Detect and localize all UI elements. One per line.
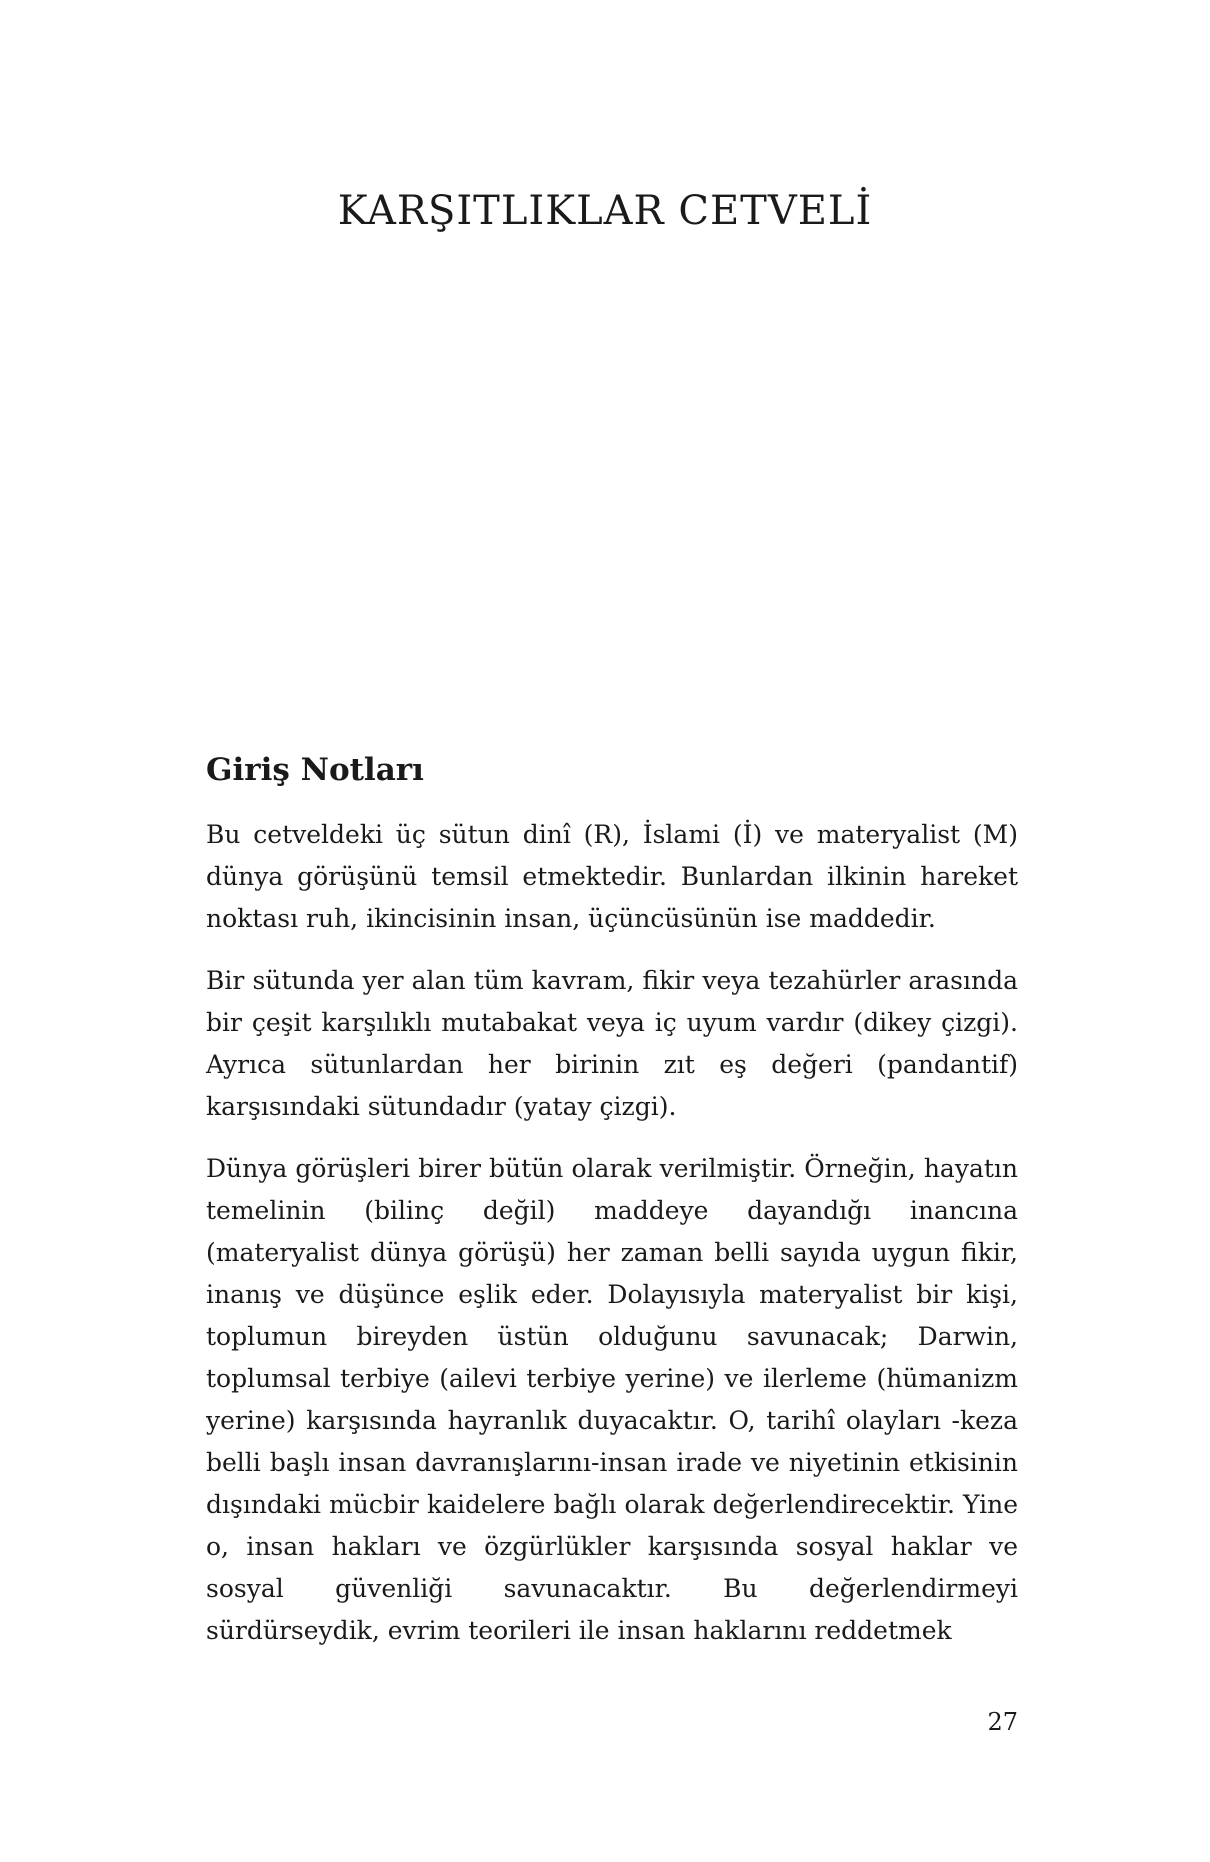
body-paragraph: Bu cetveldeki üç sütun dinî (R), İslami (İ) ve materyalist (M) dünya görüşünü temsil etmektedir. Bunlardan ilkinin hareket noktası ruh, ikincisinin insan, üçüncüsünün ise maddedir. [206,820,1018,933]
page-body [206,748,1018,1672]
body-paragraph: Dünya görüşleri birer bütün olarak verilmiştir. Örneğin, hayatın temelinin (bilinç değil) maddeye dayandığı inancına (materyalist dünya görüşü) her zaman belli sayıda uygun fikir, inanış ve düşünce eşlik eder. Dolayısıyla materyalist bir kişi, toplumun bireyden üstün olduğunu savunacak; Darwin, toplumsal terbiye (ailevi terbiye yerine) ve ilerleme (hümanizm yerine) karşısında hayranlık duyacaktır. O, tarihî olayları -keza belli başlı insan davranışlarını-insan irade ve niyetinin etkisinin dışındaki mücbir kaidelere bağlı olarak değerlendirecektir. Yine o, insan hakları ve özgürlükler karşısında sosyal haklar ve sosyal güvenliği savunacaktır. Bu değerlendirmeyi sürdürseydik, evrim teorileri ile insan haklarını reddetmek [206,1154,1018,1645]
page-number: 27 [987,1708,1018,1736]
section-heading: Giriş Notları [206,752,424,788]
chapter-title: KARŞITLIKLAR CETVELİ [337,188,873,234]
body-paragraph: Bir sütunda yer alan tüm kavram, fikir veya tezahürler arasında bir çeşit karşılıklı mutabakat veya iç uyum vardır (dikey çizgi). Ayrıca sütunlardan her birinin zıt eş değeri (pandantif) karşısındaki sütundadır (yatay çizgi). [206,966,1018,1121]
